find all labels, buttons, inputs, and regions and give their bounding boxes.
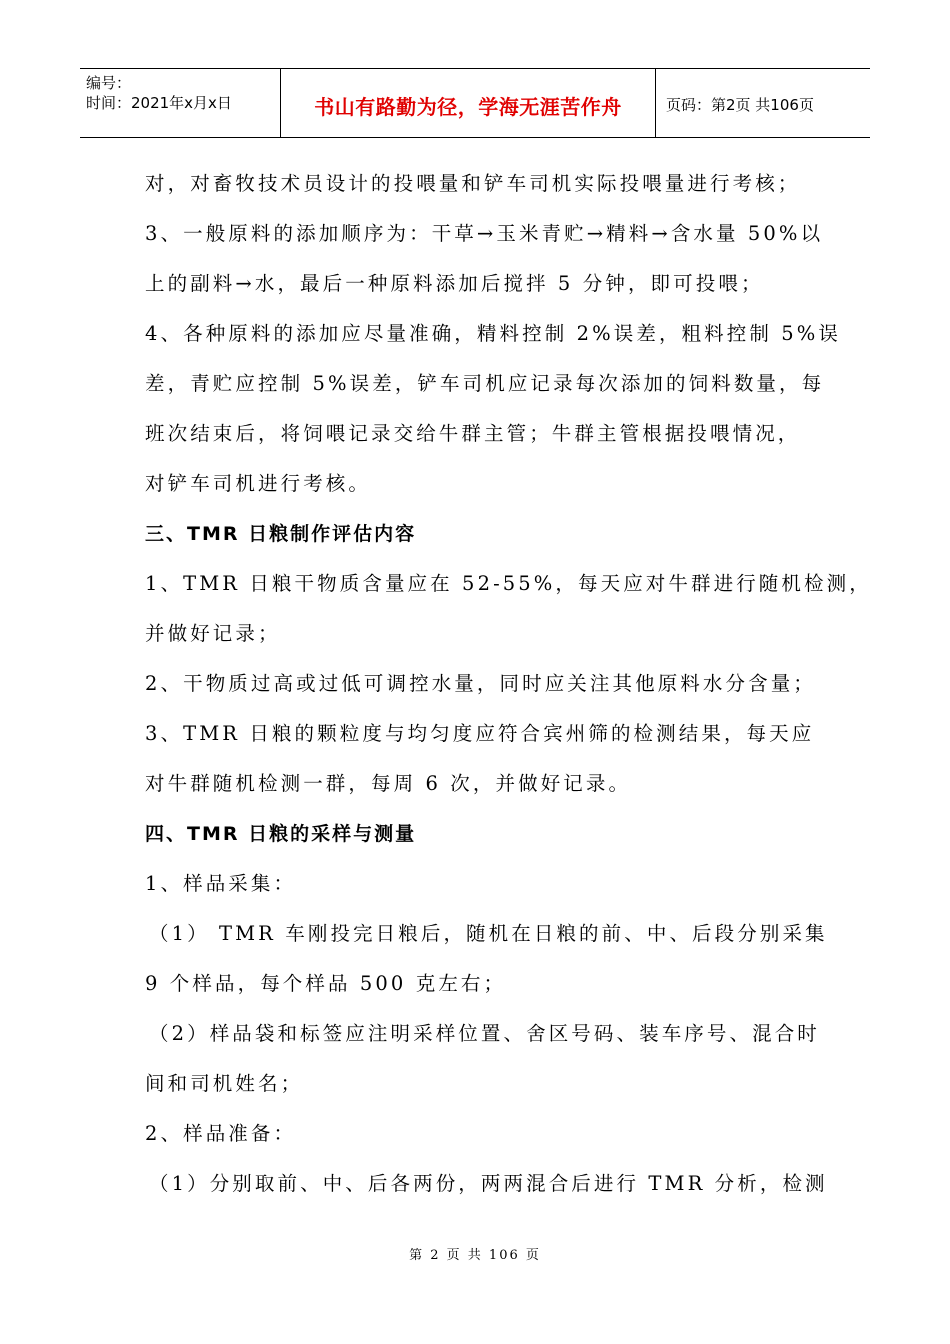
body-line: 2、样品准备：: [145, 1122, 297, 1145]
body-line: 对铲车司机进行考核。: [145, 472, 372, 495]
body-line: 4、各种原料的添加应尽量准确，精料控制 2%误差，粗料控制 5%误: [145, 322, 841, 345]
header-motto: 书山有路勤为径，学海无涯苦作舟: [314, 95, 622, 119]
header-motto-cell: [281, 69, 656, 137]
body-line: 2、干物质过高或过低可调控水量，同时应关注其他原料水分含量；: [145, 672, 816, 695]
document-date-label: 时间：2021年x月x日: [86, 94, 232, 112]
document-body: [145, 162, 872, 1212]
body-line: 3、一般原料的添加顺序为：干草→玉米青贮→精料→含水量 50%以: [145, 222, 824, 245]
body-line: （1）分别取前、中、后各两份，两两混合后进行 TMR 分析，检测: [149, 1172, 828, 1195]
body-line: 班次结束后，将饲喂记录交给牛群主管；牛群主管根据投喂情况，: [145, 422, 801, 445]
header-page-info: 页码：第2页 共106页: [666, 96, 814, 114]
body-line: （1） TMR 车刚投完日粮后，随机在日粮的前、中、后段分别采集: [149, 922, 828, 945]
body-line: （2）样品袋和标签应注明采样位置、舍区号码、装车序号、混合时: [149, 1022, 820, 1045]
body-line: 并做好记录；: [145, 622, 281, 645]
section-heading: 三、TMR 日粮制作评估内容: [145, 523, 417, 545]
body-line: 对，对畜牧技术员设计的投喂量和铲车司机实际投喂量进行考核；: [145, 172, 801, 195]
body-line: 差，青贮应控制 5%误差，铲车司机应记录每次添加的饲料数量，每: [145, 372, 825, 395]
page-footer: 第 2 页 共 106 页: [409, 1248, 541, 1263]
body-line: 间和司机姓名；: [145, 1072, 304, 1095]
document-number-label: 编号：: [86, 74, 132, 92]
body-line: 1、TMR 日粮干物质含量应在 52-55%，每天应对牛群进行随机检测，: [145, 572, 872, 595]
body-line: 上的副料→水，最后一种原料添加后搅拌 5 分钟，即可投喂；: [145, 272, 764, 295]
body-line: 3、TMR 日粮的颗粒度与均匀度应符合宾州筛的检测结果，每天应: [145, 722, 815, 745]
body-line: 对牛群随机检测一群，每周 6 次，并做好记录。: [145, 772, 632, 795]
section-heading: 四、TMR 日粮的采样与测量: [145, 823, 417, 845]
header-meta-cell: [80, 69, 281, 137]
document-header: [80, 68, 870, 138]
header-page-cell: [656, 69, 870, 137]
body-line: 1、样品采集：: [145, 872, 297, 895]
body-line: 9 个样品，每个样品 500 克左右；: [145, 972, 507, 995]
